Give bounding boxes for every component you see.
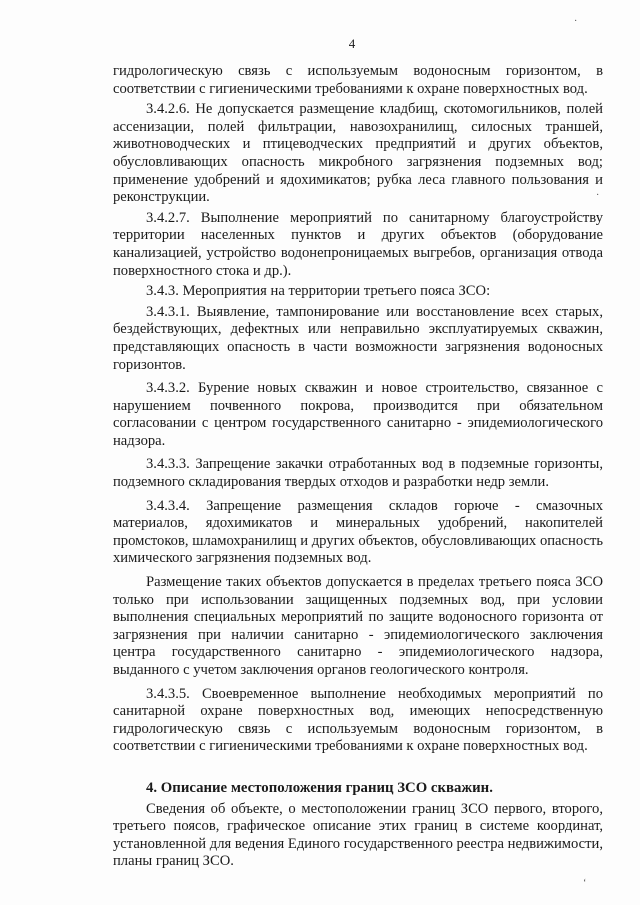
document-body xyxy=(113,63,603,871)
paragraph-3-4-3-5: 3.4.3.5. Своевременное выполнение необходимых мероприятий по санитарной охране поверхностных вод, имеющих непосредственную гидрологическую связь с используемым водоносным горизонтом, в соответствии с гигиеническими требованиями к охране поверхностных вод. xyxy=(113,685,603,755)
scan-speck: · xyxy=(574,16,578,27)
paragraph-3-4-3-2: 3.4.3.2. Бурение новых скважин и новое строительство, связанное с нарушением почвенного покрова, производится при обязательном согласовании с центром государственного санитарно - эпидемиологического надзора. xyxy=(113,380,603,449)
section-paragraph: Сведения об объекте, о местоположении границ ЗСО первого, второго, третьего поясов, графическое описание этих границ в системе координат, установленной для ведения Единого государственного реестра недвижимости, планы границ ЗСО. xyxy=(113,800,603,870)
page-number: 4 xyxy=(348,36,356,51)
paragraph-placement-conditions: Размещение таких объектов допускается в пределах третьего пояса ЗСО только при использовании защищенных подземных вод, при условии выполнения специальных мероприятий по защите водоносного горизонта от загрязнения при наличии санитарно - эпидемиологического заключения центра государственного санитарно - эпидемиологического надзора, выданного с учетом заключения органов геологического контроля. xyxy=(113,574,603,678)
paragraph-3-4-3: 3.4.3. Мероприятия на территории третьего пояса ЗСО: xyxy=(146,283,491,300)
scan-speck: ‘ xyxy=(583,878,587,889)
section-heading: 4. Описание местоположения границ ЗСО скважин. xyxy=(146,779,493,796)
scan-speck: · xyxy=(596,190,600,201)
paragraph-3-4-3-1: 3.4.3.1. Выявление, тампонирование или восстановление всех старых, бездействующих, дефектных или неправильно эксплуатируемых скважин, представляющих опасность в части возможности загрязнения водоносных горизонтов. xyxy=(113,303,603,373)
paragraph-continuation: гидрологическую связь с используемым водоносным горизонтом, в соответствии с гигиеническими требованиями к охране поверхностных вод. xyxy=(113,63,603,97)
paragraph-3-4-2-7: 3.4.2.7. Выполнение мероприятий по санитарному благоустройству территории населенных пунктов и других объектов (оборудование канализацией, устройство водонепроницаемых выгребов, организация отвода поверхностного стока и др.). xyxy=(113,209,603,279)
paragraph-3-4-3-3: 3.4.3.3. Запрещение закачки отработанных вод в подземные горизонты, подземного складирования твердых отходов и разработки недр земли. xyxy=(113,456,603,491)
paragraph-3-4-3-4: 3.4.3.4. Запрещение размещения складов горюче - смазочных материалов, ядохимикатов и минеральных удобрений, накопителей промстоков, шламохранилищ и других объектов, обусловливающих опасность химического загрязнения подземных вод. xyxy=(113,497,603,567)
paragraph-3-4-2-6: 3.4.2.6. Не допускается размещение кладбищ, скотомогильников, полей ассенизации, полей фильтрации, навозохранилищ, силосных траншей, животноводческих и птицеводческих предприятий и других объектов, обусловливающих опасность микробного загрязнения подземных вод; применение удобрений и ядохимикатов; рубка леса главного пользования и реконструкции. xyxy=(113,101,603,206)
